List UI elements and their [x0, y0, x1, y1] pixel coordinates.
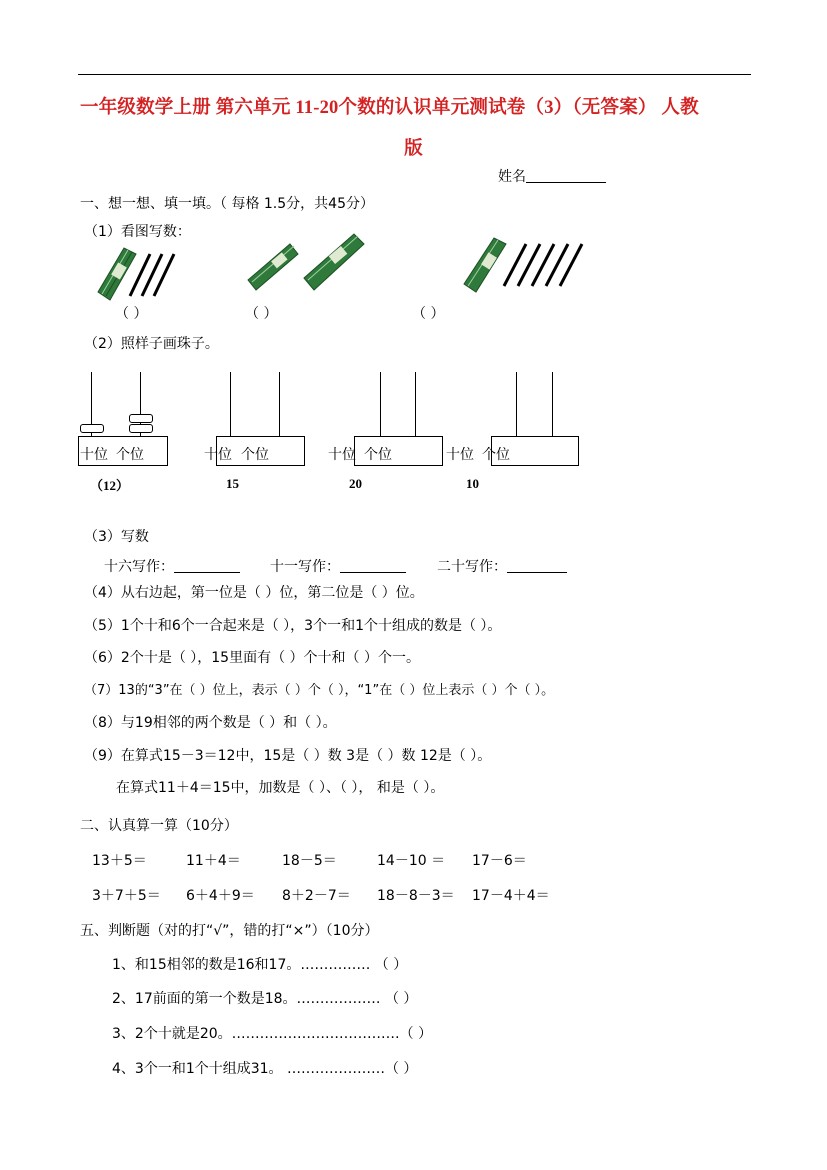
question-8: （8）与19相邻的两个数是（ ）和（ ）。 — [84, 715, 337, 731]
question-5: （5）1个十和6个一合起来是（ ），3个一和1个十组成的数是（ ）。 — [84, 618, 502, 634]
ones-label: 个位 — [482, 447, 510, 463]
single-sticks — [130, 254, 174, 296]
calc-1-3: 18－5＝ — [282, 853, 337, 869]
calc-2-2: 6＋4＋9＝ — [186, 888, 255, 904]
tens-label: 十位 — [328, 447, 356, 463]
bead — [129, 424, 153, 433]
judge-item-1: 1、和15相邻的数是16和17。…………… （ ） — [112, 957, 408, 973]
calc-1-2: 11＋4＝ — [186, 853, 241, 869]
name-label: 姓名 — [498, 169, 526, 185]
pencil-bundle-icon — [248, 244, 298, 290]
tens-label: 十位 — [80, 447, 108, 463]
ones-label: 个位 — [241, 447, 269, 463]
name-blank[interactable] — [526, 168, 606, 183]
q1-answer-2[interactable]: （ ） — [245, 306, 278, 322]
q1-label: （1）看图写数： — [84, 224, 191, 240]
calc-2-4: 18－8－3＝ — [377, 888, 455, 904]
pencil-bundle-icon — [464, 238, 506, 292]
pencil-picture-3 — [460, 234, 586, 296]
calc-1-4: 14－10 ＝ — [377, 853, 446, 869]
single-sticks — [504, 244, 582, 286]
judge-item-4: 4、3个一和1个十组成31。 …………………（ ） — [112, 1061, 418, 1077]
section1-heading: 一、想一想、填一填。（ 每格 1.5分，共45分） — [80, 196, 374, 212]
calc-2-1: 3＋7＋5＝ — [92, 888, 161, 904]
q3-item-2[interactable]: 十一写作： — [270, 558, 406, 575]
pencil-bundle-icon — [304, 234, 364, 290]
q3-label: （3）写数 — [84, 529, 149, 545]
header-rule — [78, 74, 751, 75]
q3-item-3[interactable]: 二十写作： — [437, 558, 567, 575]
question-9a: （9）在算式15－3＝12中，15是（ ）数 3是（ ）数 12是（ ）。 — [84, 748, 492, 764]
section2-heading: 二、认真算一算（10分） — [80, 818, 238, 834]
name-field[interactable] — [498, 168, 606, 185]
question-4: （4）从右边起，第一位是（ ）位，第二位是（ ）位。 — [84, 585, 424, 601]
page-title: 一年级数学上册 第六单元 11-20个数的认识单元测试卷（3）（无答案） 人教 — [80, 98, 699, 118]
calc-2-5: 17－4＋4＝ — [472, 888, 550, 904]
calc-1-5: 17－6＝ — [472, 853, 527, 869]
judge-item-2: 2、17前面的第一个数是18。……………… （ ） — [112, 991, 418, 1007]
abacus-number: 20 — [349, 476, 362, 491]
bead — [80, 424, 104, 433]
calc-1-1: 13＋5＝ — [92, 853, 147, 869]
question-6: （6）2个十是（ ），15里面有（ ）个十和（ ）个一。 — [84, 650, 420, 666]
abacus-number: （12） — [90, 478, 130, 493]
tens-label: 十位 — [446, 447, 474, 463]
abacus-number: 10 — [466, 476, 479, 491]
calc-2-3: 8＋2－7＝ — [282, 888, 351, 904]
pencil-picture-2 — [244, 230, 372, 296]
ones-label: 个位 — [116, 447, 144, 463]
abacus-number: 15 — [226, 476, 239, 491]
tens-label: 十位 — [204, 447, 232, 463]
q2-label: （2）照样子画珠子。 — [84, 336, 219, 352]
question-7: （7）13的“3”在（ ）位上，表示（ ）个（ ），“1”在（ ）位上表示（ ）个（ ）。 — [84, 683, 555, 698]
q1-answer-1[interactable]: （ ） — [115, 306, 148, 322]
bead — [129, 414, 153, 423]
page-title-continued: 版 — [404, 139, 423, 159]
q1-answer-3[interactable]: （ ） — [412, 306, 445, 322]
question-9b: 在算式11＋4＝15中，加数是（ ）、（ ）， 和是（ ）。 — [116, 780, 445, 796]
section5-heading: 五、判断题（对的打“√”，错的打“×”）（10分） — [80, 923, 379, 939]
ones-label: 个位 — [364, 447, 392, 463]
pencil-picture-1 — [94, 244, 180, 304]
judge-item-3: 3、2个十就是20。………………………………（ ） — [112, 1026, 433, 1042]
q3-item-1[interactable]: 十六写作： — [104, 558, 240, 575]
